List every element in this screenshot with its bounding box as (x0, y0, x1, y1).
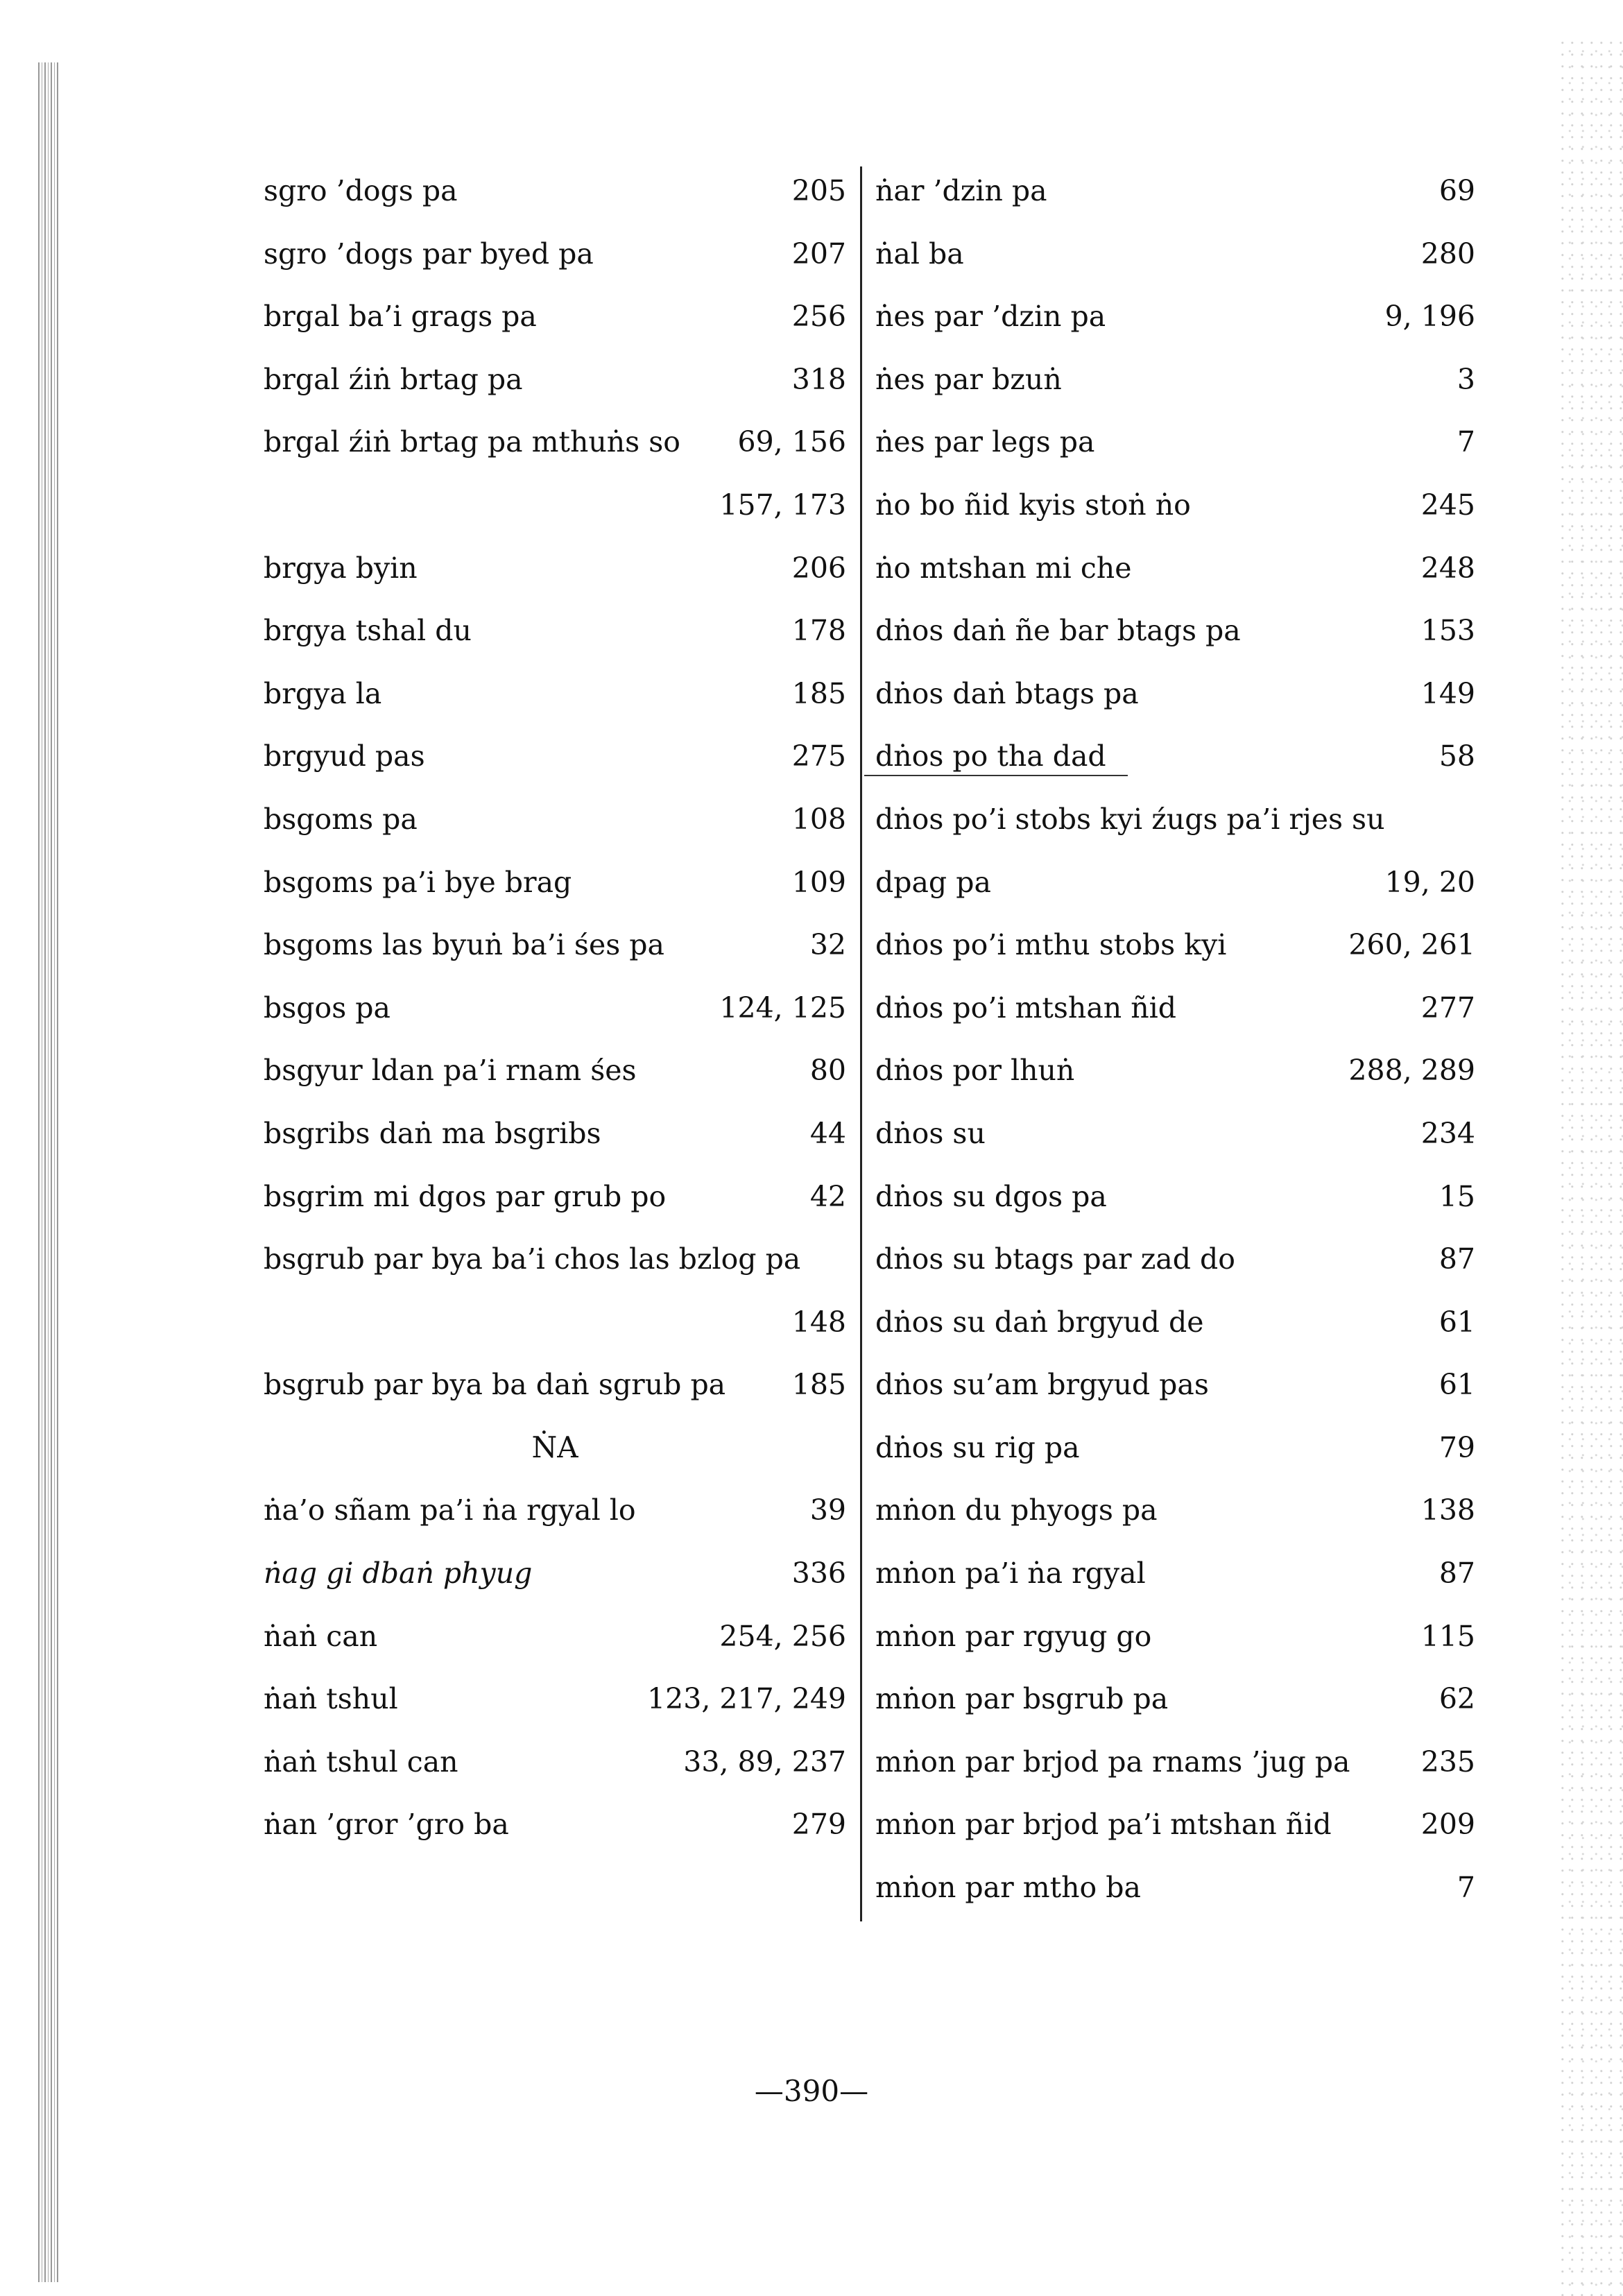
index-page-refs: 245 (1420, 488, 1475, 522)
index-entry (264, 914, 846, 977)
index-term: bsgribs daṅ ma bsgribs (264, 1116, 601, 1150)
index-entry (875, 725, 1475, 788)
column-divider (860, 166, 862, 1921)
index-term: brgya la (264, 676, 382, 710)
index-page-refs: 3 (1457, 362, 1475, 396)
index-term: mṅon par bsgrub pa (875, 1682, 1169, 1716)
index-page-refs: 153 (1420, 614, 1475, 648)
index-term: ṅo mtshan mi che (875, 551, 1132, 585)
index-entry (875, 1228, 1475, 1291)
index-entry (264, 1165, 846, 1228)
index-entry (875, 1353, 1475, 1416)
index-term: dṅos po tha dad (875, 739, 1106, 773)
index-page-refs: 148 (791, 1305, 846, 1339)
index-term: mṅon par mtho ba (875, 1871, 1141, 1905)
index-entry (875, 599, 1475, 662)
index-page-refs: 256 (791, 300, 846, 334)
index-term: ṅag gi dbaṅ phyug (264, 1557, 533, 1591)
index-entry (264, 1291, 846, 1354)
index-term: ṅaṅ can (264, 1619, 378, 1653)
index-entry (264, 411, 846, 474)
index-entry (875, 1731, 1475, 1794)
index-page-refs: 15 (1439, 1179, 1475, 1213)
index-term: brgal ba’i grags pa (264, 300, 537, 334)
index-entry (264, 348, 846, 411)
index-entry (875, 285, 1475, 348)
section-heading (264, 1416, 846, 1480)
index-page-refs: 61 (1439, 1305, 1475, 1339)
index-entry (875, 474, 1475, 537)
index-term: dṅos daṅ ñe bar btags pa (875, 614, 1241, 648)
index-page-refs: 58 (1439, 739, 1475, 773)
index-term: sgro ’dogs par byed pa (264, 237, 594, 271)
index-page-refs: 149 (1420, 676, 1475, 710)
index-term: ṄA (531, 1430, 578, 1464)
index-term: bsgoms pa (264, 802, 418, 836)
index-term: ṅaṅ tshul (264, 1682, 398, 1716)
index-page-refs: 87 (1439, 1242, 1475, 1276)
index-entry (264, 1102, 846, 1165)
index-entry (875, 914, 1475, 977)
index-page-refs: 62 (1439, 1682, 1475, 1716)
index-term: brgal źiṅ brtag pa (264, 362, 523, 396)
index-page-refs: 275 (791, 739, 846, 773)
index-entry (875, 223, 1475, 286)
index-entry (264, 788, 846, 851)
index-entry (264, 851, 846, 914)
index-entry (264, 223, 846, 286)
index-page-refs: 280 (1420, 237, 1475, 271)
index-entry (264, 725, 846, 788)
index-term: ṅes par legs pa (875, 425, 1095, 459)
index-page-refs: 80 (809, 1054, 846, 1088)
index-term: ṅes par ’dzin pa (875, 300, 1106, 334)
index-page-refs: 124, 125 (719, 991, 846, 1025)
index-entry (264, 977, 846, 1040)
index-term: bsgrim mi dgos par grub po (264, 1179, 667, 1213)
index-term: dṅos po’i mthu stobs kyi (875, 928, 1227, 962)
index-term: dṅos su daṅ brgyud de (875, 1305, 1204, 1339)
index-entry (875, 1291, 1475, 1354)
index-entry (264, 1542, 846, 1605)
index-page-refs: 32 (809, 928, 846, 962)
index-term: bsgos pa (264, 991, 390, 1025)
index-page-refs: 248 (1420, 551, 1475, 585)
index-page-refs: 33, 89, 237 (683, 1745, 846, 1779)
index-term: ṅaṅ tshul can (264, 1745, 458, 1779)
index-page-refs: 185 (791, 1368, 846, 1402)
index-term: ṅar ’dzin pa (875, 174, 1047, 207)
index-entry (264, 1228, 846, 1291)
index-page-refs: 178 (791, 614, 846, 648)
index-page-refs: 7 (1457, 1871, 1475, 1905)
index-page-refs: 123, 217, 249 (647, 1682, 846, 1716)
index-term: bsgoms pa’i bye brag (264, 865, 572, 899)
index-entry (875, 1542, 1475, 1605)
index-page-refs: 39 (809, 1493, 846, 1527)
index-page-refs: 277 (1420, 991, 1475, 1025)
index-term: ṅo bo ñid kyis stoṅ ṅo (875, 488, 1191, 522)
scan-speckle-edge (1561, 42, 1623, 2296)
index-entry (875, 788, 1475, 851)
index-page-refs: 206 (791, 551, 846, 585)
index-page-refs: 61 (1439, 1368, 1475, 1402)
index-term: dṅos su rig pa (875, 1430, 1080, 1464)
index-entry (264, 474, 846, 537)
index-entry (264, 1353, 846, 1416)
index-entry (264, 1605, 846, 1668)
index-column-right (875, 160, 1475, 1919)
index-entry (264, 537, 846, 600)
index-term: ṅa’o sñam pa’i ṅa rgyal lo (264, 1493, 636, 1527)
index-term: dṅos po’i mtshan ñid (875, 991, 1176, 1025)
index-page-refs: 79 (1439, 1430, 1475, 1464)
index-term: mṅon par brjod pa rnams ’jug pa (875, 1745, 1350, 1779)
index-entry (875, 1605, 1475, 1668)
index-term: bsgrub par bya ba’i chos las bzlog pa (264, 1242, 801, 1276)
index-entry (875, 1165, 1475, 1228)
index-page-refs: 185 (791, 676, 846, 710)
index-term: bsgoms las byuṅ ba’i śes pa (264, 928, 664, 962)
index-entry (264, 160, 846, 223)
index-page-refs: 69 (1439, 174, 1475, 207)
index-page-refs: 44 (809, 1116, 846, 1150)
page-number: —390— (754, 2074, 869, 2108)
index-entry (875, 348, 1475, 411)
index-entry (875, 1856, 1475, 1919)
index-entry (875, 537, 1475, 600)
index-page-refs: 207 (791, 237, 846, 271)
index-term: mṅon par rgyug go (875, 1619, 1152, 1653)
index-page-refs: 254, 256 (719, 1619, 846, 1653)
index-term: ṅes par bzuṅ (875, 362, 1062, 396)
index-term: brgyud pas (264, 739, 425, 773)
index-term: ṅan ’gror ’gro ba (264, 1808, 509, 1842)
index-page-refs: 42 (809, 1179, 846, 1213)
index-page-refs: 138 (1420, 1493, 1475, 1527)
index-entry (875, 160, 1475, 223)
index-term: dṅos su (875, 1116, 986, 1150)
index-page-refs: 260, 261 (1348, 928, 1475, 962)
index-entry (264, 1793, 846, 1856)
index-page-refs: 235 (1420, 1745, 1475, 1779)
scan-binding-edge (38, 62, 59, 2282)
index-entry (875, 1416, 1475, 1480)
index-page-refs: 157, 173 (719, 488, 846, 522)
index-term: dpag pa (875, 865, 991, 899)
index-term: brgya tshal du (264, 614, 472, 648)
index-term: dṅos po’i stobs kyi źugs pa’i rjes su (875, 802, 1385, 836)
index-entry (875, 662, 1475, 726)
index-entry (875, 977, 1475, 1040)
index-entry (875, 1668, 1475, 1731)
index-term: ṅal ba (875, 237, 964, 271)
index-entry (875, 1793, 1475, 1856)
index-term: brgya byin (264, 551, 418, 585)
index-page-refs: 279 (791, 1808, 846, 1842)
index-term: bsgyur ldan pa’i rnam śes (264, 1054, 637, 1088)
index-term: brgal źiṅ brtag pa mthuṅs so (264, 425, 680, 459)
index-term: sgro ’dogs pa (264, 174, 458, 207)
index-entry (875, 1039, 1475, 1102)
index-entry (875, 1102, 1475, 1165)
index-page-refs: 318 (791, 362, 846, 396)
index-term: dṅos daṅ btags pa (875, 676, 1139, 710)
index-entry (264, 1039, 846, 1102)
index-entry (264, 1668, 846, 1731)
index-term: dṅos su’am brgyud pas (875, 1368, 1209, 1402)
index-page-refs: 108 (791, 802, 846, 836)
index-term: dṅos su dgos pa (875, 1179, 1107, 1213)
index-entry (264, 662, 846, 726)
index-page-refs: 288, 289 (1348, 1054, 1475, 1088)
index-page-refs: 234 (1420, 1116, 1475, 1150)
index-page-refs: 109 (791, 865, 846, 899)
index-entry (875, 1479, 1475, 1542)
index-term: dṅos su btags par zad do (875, 1242, 1235, 1276)
index-page-refs: 7 (1457, 425, 1475, 459)
index-page-refs: 69, 156 (737, 425, 846, 459)
index-term: dṅos por lhuṅ (875, 1054, 1075, 1088)
index-entry (264, 1479, 846, 1542)
index-page-refs: 209 (1420, 1808, 1475, 1842)
index-page-refs: 336 (791, 1557, 846, 1591)
index-page-refs: 205 (791, 174, 846, 207)
index-entry (264, 1731, 846, 1794)
index-term: mṅon du phyogs pa (875, 1493, 1158, 1527)
index-term: mṅon pa’i ṅa rgyal (875, 1557, 1146, 1591)
index-entry (875, 851, 1475, 914)
index-entry (875, 411, 1475, 474)
index-entry (264, 599, 846, 662)
index-term: bsgrub par bya ba daṅ sgrub pa (264, 1368, 726, 1402)
index-entry (264, 285, 846, 348)
index-page-refs: 9, 196 (1384, 300, 1475, 334)
index-page-refs: 115 (1420, 1619, 1475, 1653)
index-column-left (264, 160, 846, 1856)
index-page-refs: 87 (1439, 1557, 1475, 1591)
index-page-refs: 19, 20 (1384, 865, 1475, 899)
index-term: mṅon par brjod pa’i mtshan ñid (875, 1808, 1332, 1842)
